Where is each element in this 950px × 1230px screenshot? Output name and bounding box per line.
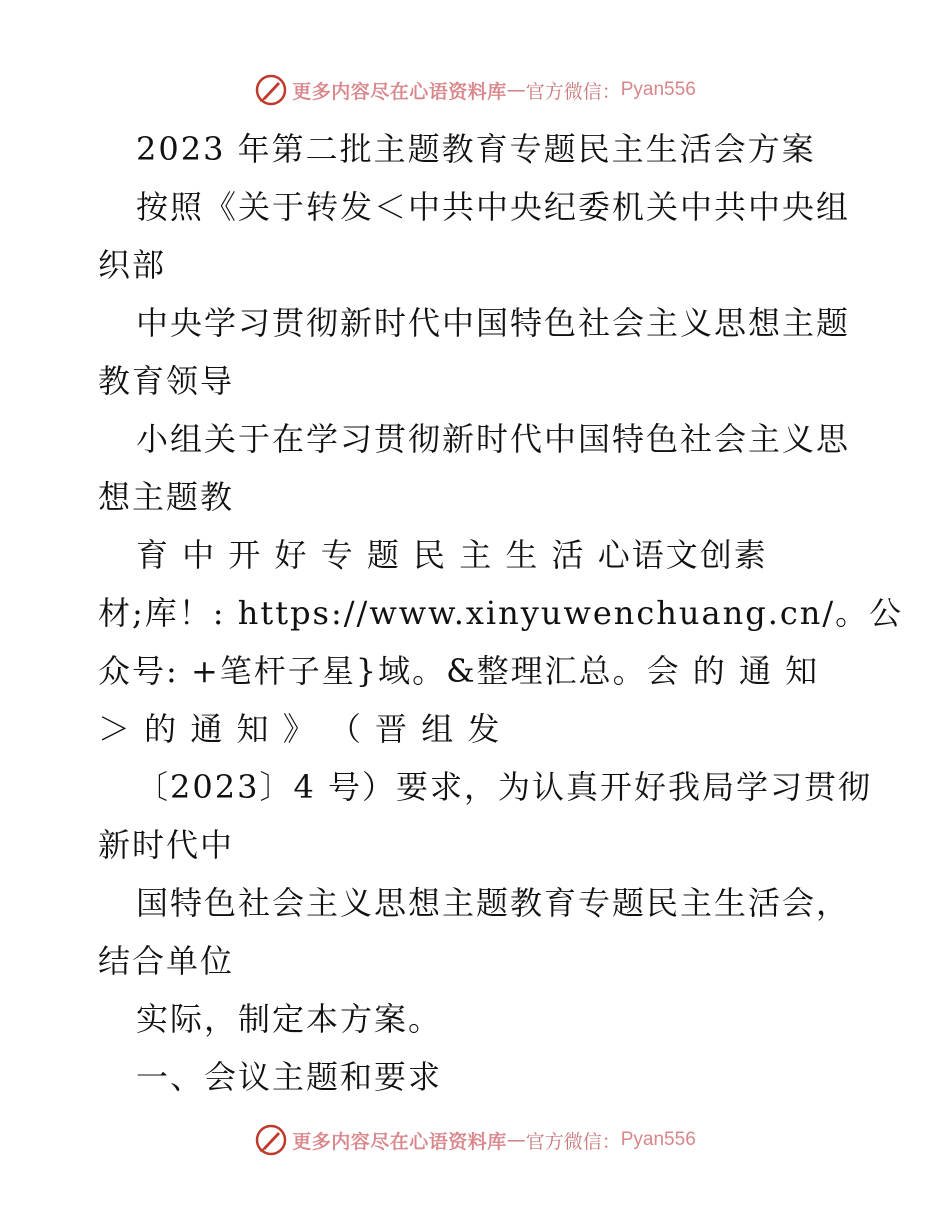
paragraph-line: 新时代中	[98, 826, 235, 864]
paragraph-line: 众号: +笔杆子星}域。&整理汇总。会 的 通 知	[98, 652, 820, 690]
banner-dash: —	[506, 1129, 526, 1151]
paragraph-line: 实际，制定本方案。	[136, 1000, 443, 1038]
paragraph-line: 教育领导	[98, 362, 235, 400]
paragraph-line: 结合单位	[98, 942, 235, 980]
paragraph-line: 织部	[98, 246, 167, 284]
quill-seal-icon	[254, 1123, 288, 1157]
banner-label: 官方微信：	[525, 80, 621, 103]
paragraph-line: ＞ 的 通 知 》 （ 晋 组 发	[98, 710, 502, 748]
quill-seal-icon	[254, 73, 288, 107]
banner-wechat-id: Pyan556	[620, 79, 696, 100]
paragraph-line: 中央学习贯彻新时代中国特色社会主义思想主题	[136, 304, 851, 342]
banner-text: 更多内容尽在心语资料库	[292, 80, 507, 103]
document-body	[98, 120, 904, 1106]
document-title: 2023 年第二批主题教育专题民主生活会方案	[136, 130, 816, 168]
section-heading: 一、会议主题和要求	[136, 1058, 443, 1096]
banner-text: 更多内容尽在心语资料库	[292, 1130, 507, 1153]
footer-watermark-banner	[0, 1120, 950, 1160]
paragraph-line: 小组关于在学习贯彻新时代中国特色社会主义思	[136, 420, 851, 458]
paragraph-line: 按照《关于转发＜中共中央纪委机关中共中央组	[136, 188, 851, 226]
banner-wechat-id: Pyan556	[620, 1129, 696, 1150]
banner-label: 官方微信：	[525, 1130, 621, 1153]
paragraph-line: 〔2023〕4 号）要求，为认真开好我局学习贯彻	[136, 768, 872, 806]
paragraph-line: 想主题教	[98, 478, 235, 516]
paragraph-line: 材;库！: https://www.xinyuwenchuang.cn/。公	[98, 594, 904, 632]
banner-dash: —	[506, 79, 526, 101]
header-watermark-banner	[0, 70, 950, 110]
paragraph-line: 育 中 开 好 专 题 民 主 生 活 心语文创素	[136, 536, 768, 574]
paragraph-line: 国特色社会主义思想主题教育专题民主生活会，	[136, 884, 851, 922]
